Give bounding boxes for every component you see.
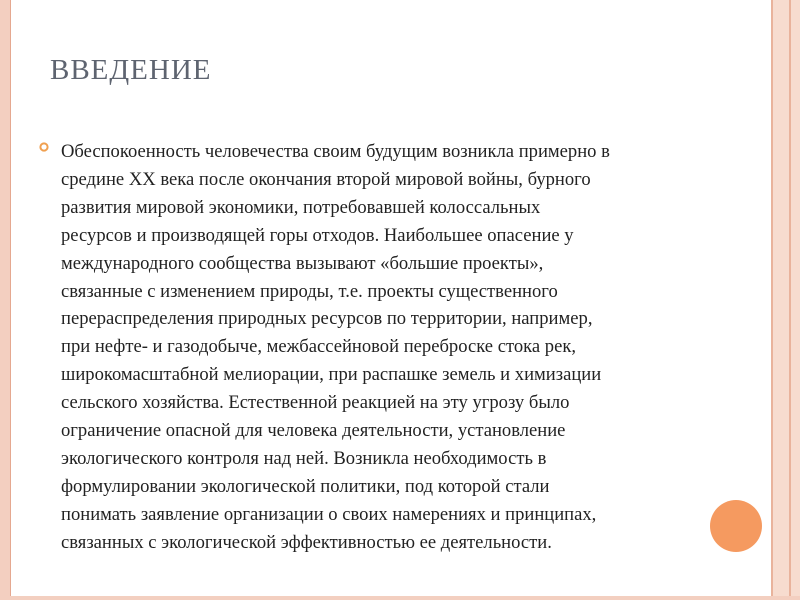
left-frame-line: [10, 0, 11, 600]
left-frame-band: [0, 0, 10, 600]
decorative-orange-circle: [710, 500, 762, 552]
slide-title: ВВЕДЕНИЕ: [50, 54, 212, 86]
right-frame-line-inner: [771, 0, 773, 600]
bottom-frame-band: [0, 596, 800, 600]
right-frame-line-outer: [789, 0, 791, 600]
slide-body-text: Обеспокоенность человечества своим будущим возникла примерно в средине XX века после окончания второй мировой войны, бурного развития мировой экономики, потребовавшей колоссальных ресурсов и производящей горы отходов. Наибольшее опасение у международного сообщества вызывают «большие проекты», связанные с изменением природы, т.е. проекты существенного перераспределения природных ресурсов по территории, например, при нефте- и газодобыче, межбассейновой переброске стока рек, широкомасштабной мелиорации, при распашке земель и химизации сельского хозяйства. Естественной реакцией на эту угрозу было ограничение опасной для человека деятельности, установление экологического контроля над ней. Возникла необходимость в формулировании экологической политики, под которой стали понимать заявление организации о своих намерениях и принципах, связанных с экологической эффективностью ее деятельности.: [61, 141, 610, 553]
ring-bullet-icon: [39, 142, 49, 152]
right-frame-band: [771, 0, 800, 600]
